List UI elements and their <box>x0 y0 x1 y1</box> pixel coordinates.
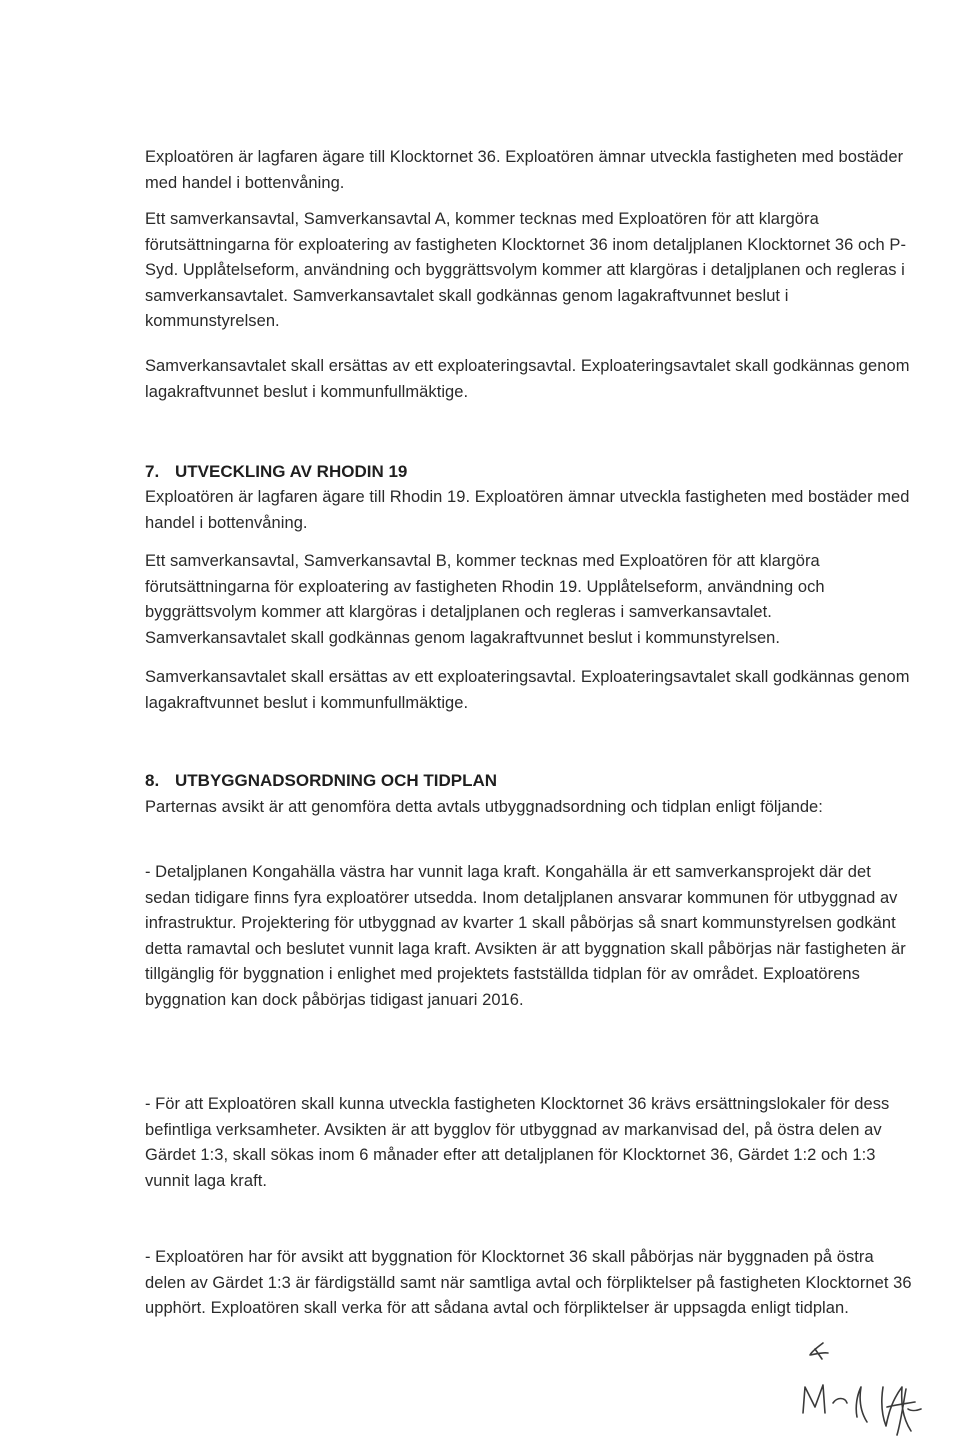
list-item-ersattningslokaler: - För att Exploatören skall kunna utveckla fastigheten Klocktornet 36 krävs ersättningslokaler för dess befintliga verksamheter. Avsikten är att bygglov för utbyggnad av markanvisad del, på östra delen av Gärdet 1:3, skall sökas inom 6 månader efter att detaljplanen för Klocktornet 36, Gärdet 1:2 och 1:3 vunnit laga kraft. <box>145 1095 890 1190</box>
paragraph-exploateringsavtal-a: Samverkansavtalet skall ersättas av ett exploateringsavtal. Exploateringsavtalet skall godkännas genom lagakraftvunnet beslut i kommunfullmäktige. <box>145 357 910 401</box>
section-8-number: 8. <box>145 771 160 790</box>
paragraph-samverkansavtal-a: Ett samverkansavtal, Samverkansavtal A, kommer tecknas med Exploatören för att klargöra förutsättningarna för exploatering av fastigheten Klocktornet 36 inom detaljplanen Klocktornet 36 och P-Syd. Upplåtelseform, användning och byggrättsvolym kommer att klargöras i detaljplanen och regleras i samverkansavtalet. Samverkansavtalet skall godkännas genom lagakraftvunnet beslut i kommunstyrelsen. <box>145 210 906 330</box>
section-8-heading <box>145 769 905 793</box>
paragraph-rhodin-ownership: Exploatören är lagfaren ägare till Rhodin 19. Exploatören ämnar utveckla fastigheten med bostäder med handel i bottenvåning. <box>145 488 910 532</box>
section-7-title: UTVECKLING AV RHODIN 19 <box>175 462 408 481</box>
handwritten-initials-signature <box>785 1325 945 1445</box>
section-8-title: UTBYGGNADSORDNING OCH TIDPLAN <box>175 771 498 790</box>
list-item-kongahalla: - Detaljplanen Kongahälla västra har vunnit laga kraft. Kongahälla är ett samverkansprojekt där det sedan tidigare finns fyra exploatörer utsedda. Inom detaljplanen ansvarar kommunen för utbyggnad av infrastruktur. Projektering för utbyggnad av kvarter 1 skall påbörjas så snart kommunstyrelsen godkänt detta ramavtal och beslutet vunnit laga kraft. Avsikten är att byggnation skall påbörjas när fastigheten är tillgänglig för byggnation i enlighet med projektets fastställda tidplan för av området. Exploatörens byggnation kan dock påbörjas tidigast januari 2016. <box>145 863 906 1009</box>
paragraph-section-8-intro: Parternas avsikt är att genomföra detta avtals utbyggnadsordning och tidplan enligt följande: <box>145 798 823 816</box>
paragraph-klocktornet-ownership: Exploatören är lagfaren ägare till Klocktornet 36. Exploatören ämnar utveckla fastigheten med bostäder med handel i bottenvåning. <box>145 148 904 192</box>
section-7-heading <box>145 460 905 484</box>
list-item-byggnation-klocktornet: - Exploatören har för avsikt att byggnation för Klocktornet 36 skall påbörjas när byggnaden på östra delen av Gärdet 1:3 är färdigställd samt när samtliga avtal och förpliktelser på fastigheten Klocktornet 36 upphört. Exploatören skall verka för att sådana avtal och förpliktelser är uppsagda enligt tidplan. <box>145 1248 912 1317</box>
paragraph-exploateringsavtal-b: Samverkansavtalet skall ersättas av ett exploateringsavtal. Exploateringsavtalet skall godkännas genom lagakraftvunnet beslut i kommunfullmäktige. <box>145 668 910 712</box>
section-7-number: 7. <box>145 462 160 481</box>
paragraph-samverkansavtal-b: Ett samverkansavtal, Samverkansavtal B, kommer tecknas med Exploatören för att klargöra förutsättningarna för exploatering av fastigheten Rhodin 19. Upplåtelseform, användning och byggrättsvolym kommer att klargöras i detaljplanen och regleras i samverkansavtalet. Samverkansavtalet skall godkännas genom lagakraftvunnet beslut i kommunstyrelsen. <box>145 552 825 647</box>
